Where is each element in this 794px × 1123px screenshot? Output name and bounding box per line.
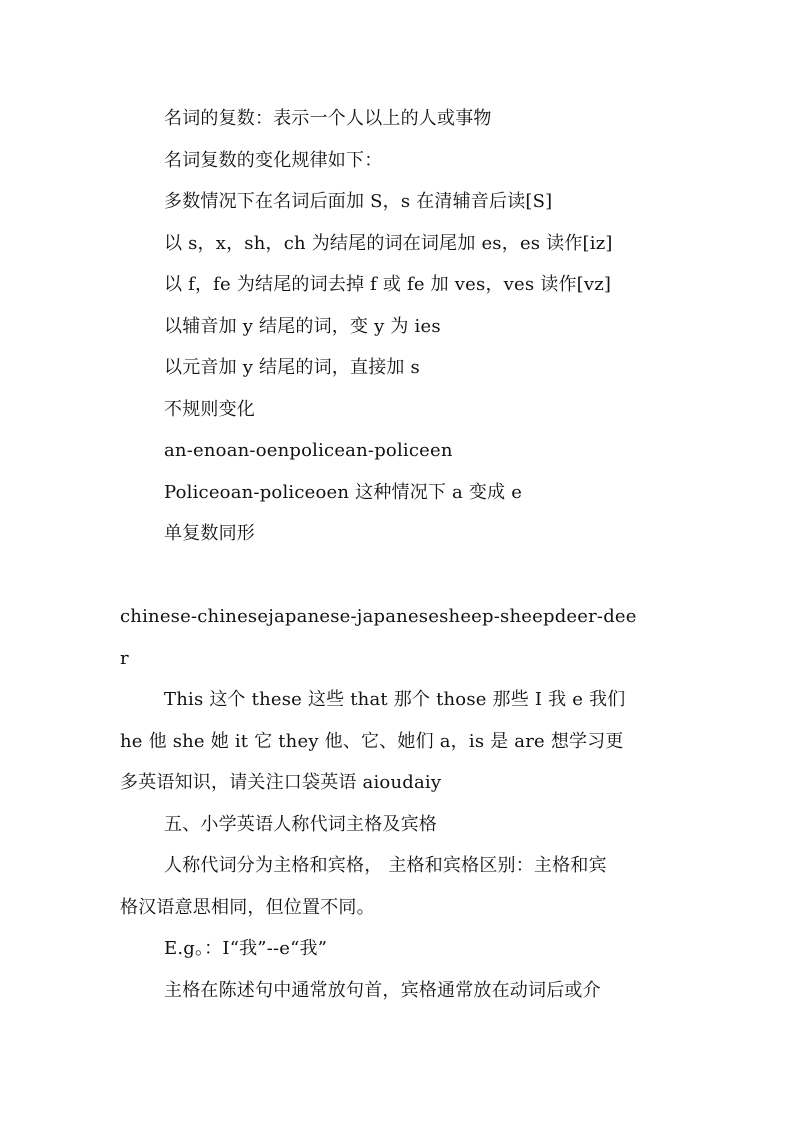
paragraph-rule-add-es: 以 s，x，sh，ch 为结尾的词在词尾加 es，es 读作[iz] bbox=[164, 232, 613, 254]
paragraph-plural-definition: 名词的复数：表示一个人以上的人或事物 bbox=[164, 108, 492, 129]
paragraph-irregular-examples: an-enoan-oenpolicean-policeen bbox=[164, 440, 453, 461]
paragraph-subject-position: 主格在陈述句中通常放句首，宾格通常放在动词后或介 bbox=[164, 979, 601, 1001]
paragraph-example: E.g。：I“我”--e“我” bbox=[164, 938, 328, 959]
blank-line bbox=[120, 555, 680, 597]
paragraph-rule-vowel-y: 以元音加 y 结尾的词，直接加 s bbox=[164, 357, 420, 378]
paragraph-policeman-note: Policeoan-policeoen 这种情况下 a 变成 e bbox=[164, 481, 523, 503]
paragraph-pronoun-vocab-end: 多英语知识，请关注口袋英语 aioudaiy bbox=[120, 772, 442, 793]
paragraph-pronoun-cases: 人称代词分为主格和宾格， 主格和宾格区别：主格和宾 bbox=[164, 855, 607, 876]
paragraph-pronoun-vocab-cont: he 他 she 她 it 它 they 他、它、她们 a，is 是 are 想学习更 bbox=[120, 730, 624, 752]
document-body bbox=[120, 98, 680, 1011]
paragraph-rule-ies: 以辅音加 y 结尾的词，变 y 为 ies bbox=[164, 315, 441, 337]
section-heading-pronouns: 五、小学英语人称代词主格及宾格 bbox=[164, 813, 437, 835]
paragraph-rule-add-s: 多数情况下在名词后面加 S，s 在清辅音后读[S] bbox=[164, 191, 553, 212]
paragraph-rule-ves: 以 f，fe 为结尾的词去掉 f 或 fe 加 ves，ves 读作[vz] bbox=[164, 274, 612, 295]
paragraph-pronoun-cases-cont: 格汉语意思相同，但位置不同。 bbox=[120, 896, 375, 918]
paragraph-pronoun-vocab: This 这个 these 这些 that 那个 those 那些 I 我 e 我们 bbox=[164, 689, 626, 710]
paragraph-same-form-examples-cont: r bbox=[120, 647, 129, 669]
paragraph-irregular: 不规则变化 bbox=[164, 398, 255, 420]
paragraph-same-form: 单复数同形 bbox=[164, 523, 255, 544]
paragraph-same-form-examples: chinese-chinesejapanese-japanesesheep-sheepdeer-dee bbox=[120, 606, 637, 627]
paragraph-plural-rules-intro: 名词复数的变化规律如下： bbox=[164, 149, 383, 171]
